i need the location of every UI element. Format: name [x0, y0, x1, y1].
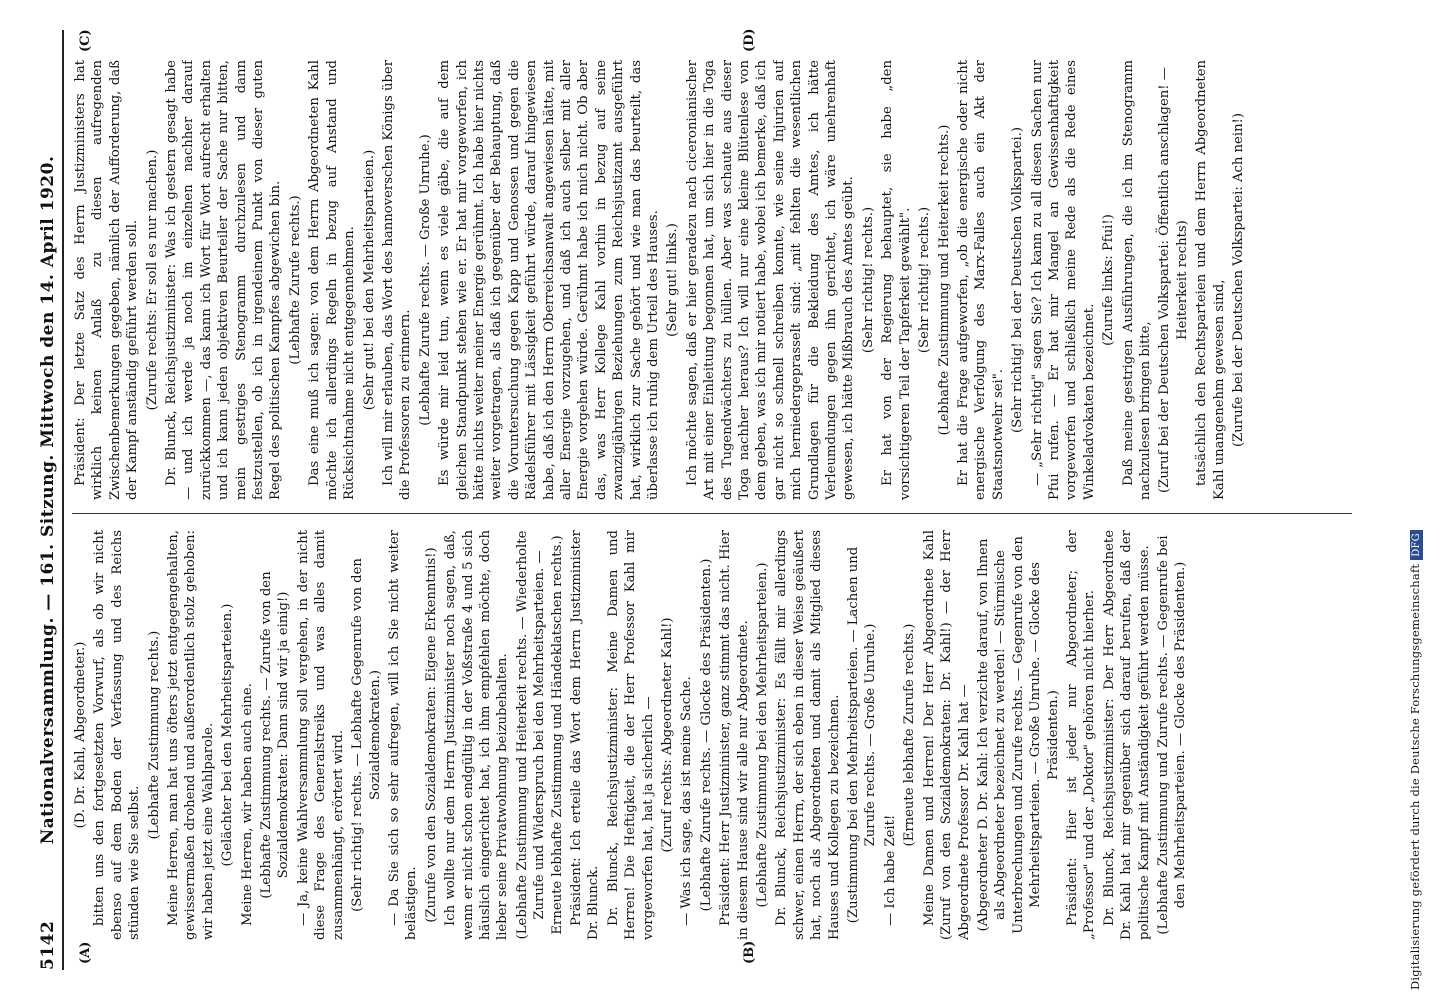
- right-paragraph: (Sehr richtig! rechts.): [917, 206, 933, 354]
- margin-letter-d: (D): [742, 28, 757, 52]
- right-paragraph: Es würde mir leid tun, wenn es viele gäbe, die auf dem gleichen Standpunkt stehen wie er. Er hat mir vorgeworfen, ich hätte nichts weiter meiner Energie gerühmt. Ich habe hier nichts weiter vorgetragen, als daß ich gegenüber der Behauptung, daß die Voruntersuchung gegen Kapp und Genossen und gegen die Rädelsführer mit Lässigkeit geführt würde, darauf hingewiesen habe, daß ich den Herrn Oberreichsanwalt angewiesen hätte, mit aller Energie vorzugehen, und daß ich auch selber mit aller Energie vorgehen würde. Gerühmt habe ich mich nicht. Ob aber das, was Herr Kollege Kahl vorhin in bezug auf seine zwanzigjährigen Beziehungen zum Reichsjustizamt ausgeführt hat, wirklich zur Sache gehört und wie man das beurteilt, das überlasse ich ruhig dem Urteil des Hauses.: [437, 60, 661, 500]
- left-paragraph: bitten uns den fortgesetzten Vorwurf, als ob wir nicht ebenso auf dem Boden der Verfassung und des Reichs stünden wie Sie selbst.: [92, 530, 143, 940]
- left-paragraph: — Ich habe Zeit!: [882, 814, 898, 926]
- margin-letter-a: (A): [78, 941, 93, 964]
- left-paragraph: Präsident: Herr Justizminister, ganz stimmt das nicht. Hier in diesem Hause sind wir alle nur Abgeordnete.: [718, 530, 751, 940]
- left-paragraph: — Da Sie sich so sehr aufregen, will ich Sie nicht weiter belästigen.: [386, 530, 420, 940]
- right-paragraph: (Zurufe bei der Deutschen Volkspartei: Ach nein!): [1231, 112, 1246, 448]
- left-paragraph: Dr. Blunck, Reichsjustizminister: Es fällt mir allerdings schwer, einen Herrn, der sich eben in dieser Weise geäußert hat, noch als Abgeordneten und damit als Mitglied dieses Hauses und Kollegen zu bezeichnen.: [774, 530, 842, 940]
- left-paragraph: — Was ich sage, das ist meine Sache.: [679, 676, 695, 926]
- left-paragraph: Präsident: Hier ist jeder nur Abgeordneter; der „Professor" und der „Doktor" gehören nicht hierher.: [1064, 530, 1098, 940]
- right-paragraph: — „Sehr richtig" sagen Sie? Ich kann zu all diesen Sachen nur Pfui rufen. — Er hat mir Mangel an Gewissenhaftigkeit vorgeworfen und schließlich meine Rede als die Rede eines Winkeladvokaten bezeichnet.: [1029, 60, 1097, 500]
- left-paragraph: (Lebhafte Zustimmung rechts.): [146, 630, 162, 840]
- right-paragraph: (Sehr richtig! rechts.): [860, 206, 876, 354]
- right-paragraph: (Sehr gut! links.): [665, 223, 681, 337]
- right-paragraph: (Lebhafte Zustimmung und Heiterkeit rechts.): [936, 124, 952, 436]
- right-paragraph: (Zurufe links: Pfui!): [1101, 214, 1117, 346]
- margin-letter-b: (B): [742, 940, 757, 964]
- left-paragraph: (Lebhafte Zustimmung und Heiterkeit rechts. — Wiederholte Zurufe und Widerspruch bei den Mehrheitsparteien. — Erneute lebhafte Zustimmung und Händeklatschen rechts.): [514, 530, 565, 940]
- left-paragraph: (Lebhafte Zustimmung und Zurufe rechts. — Gegenrufe bei den Mehrheitsparteien. — Glocke des Präsidenten.): [1155, 535, 1189, 935]
- column-right: [72, 60, 1362, 500]
- right-paragraph: Ich will mir erlauben, das Wort des hannoverschen Königs über die Professoren zu erinnern.: [380, 60, 414, 500]
- page-header: [38, 30, 60, 970]
- left-paragraph: Meine Damen und Herren! Der Herr Abgeordnete Kahl (Zuruf von den Sozialdemokraten: Dr. Kahl!) — der Herr Abgeordnete Professor Dr. Kahl hat —: [921, 530, 972, 940]
- right-paragraph: (Zuruf bei der Deutschen Volkspartei: Öffentlich anschlagen! — Heiterkeit rechts): [1157, 67, 1190, 493]
- right-paragraph: Ich möchte sagen, daß er hier geradezu nach ciceronianischer Art mit einer Einleitung begonnen hat, um sich hier in die Toga des Tugendwächters zu hüllen. Aber was schaute aus dieser Toga nachher heraus? Ich will nur eine kleine Blütenlese von dem geben, was ich mir notiert habe, wobei ich bemerke, daß ich gar nicht so schnell schreiben konnte, wie seine Injurien auf mich herniedergeprasselt sind: „mit fehlten die wesentlichen Grundlagen für die Bekleidung des Amtes, ich hätte Verleumdungen gegen ihn gerichtet, ich wäre unehrenhaft gewesen, ich hätte Mißbrauch des Amtes geübt.: [684, 60, 857, 500]
- right-paragraph: Er hat die Frage aufgeworfen, „ob die energische oder nicht energische Verfolgung des Marx-Falles auch ein Akt der Staatsnotwehr sei".: [955, 60, 1006, 500]
- right-paragraph: (Lebhafte Zurufe rechts. — Große Unruhe.): [417, 134, 433, 426]
- left-paragraph: Dr. Blunck, Reichsjustizminister: Der Herr Abgeordnete Dr. Kahl hat mir gegenüber sich darauf berufen, daß der politische Kampf mit Anständigkeit geführt werden müsse.: [1101, 530, 1152, 940]
- right-paragraph: Das eine muß ich sagen: von dem Herrn Abgeordneten Kahl möchte ich allerdings Regeln in bezug auf Anstand und Rücksichtnahme nicht entgegennehmen.: [307, 60, 358, 500]
- left-paragraph: Präsident: Ich erteile das Wort dem Herrn Justizminister Dr. Blunck.: [568, 530, 602, 940]
- page-number: 5142: [38, 920, 58, 970]
- digitization-note-text: Digitalisierung gefördert durch die Deutsche Forschungsgemeinschaft: [1408, 563, 1422, 990]
- right-paragraph: Präsident: Der letzte Satz des Herrn Justizministers hat wirklich keinen Anlaß zu diesen aufregenden Zwischenbemerkungen gegeben, nämlich der Aufforderung, daß der Kampf anständig geführt werden soll.: [73, 60, 141, 500]
- page-title: Nationalversammlung. — 161. Sitzung. Mittwoch den 14. April 1920.: [38, 155, 58, 845]
- left-paragraph: (Zuruf rechts: Abgeordneter Kahl!): [660, 617, 675, 853]
- left-paragraph: (Sehr richtig! rechts. — Lebhafte Gegenrufe von den Sozialdemokraten.): [350, 558, 383, 912]
- left-paragraph: Ich wollte nur dem Herrn Justizminister noch sagen, daß, wenn er nicht schon endgültig in der Voßstraße 4 und 5 sich häuslich eingerichtet hat, ich ihm empfehlen möchte, doch lieber seine Privatwohnung beizubehalten.: [443, 530, 511, 940]
- left-paragraph: (Abgeordneter D. Dr. Kahl: Ich verzichte darauf, von Ihnen als Abgeordneter bezeichnet zu werden! — Stürmische Unterbrechungen und Zurufe rechts. — Gegenrufe von den Mehrheitsparteien. — Große Unruhe. — Glocke des Präsidenten.): [975, 536, 1061, 934]
- column-divider: [72, 513, 1352, 514]
- left-paragraph: (D. Dr. Kahl, Abgeordneter.): [73, 641, 88, 829]
- right-paragraph: (Lebhafte Zurufe rechts.): [287, 195, 303, 365]
- left-paragraph: (Erneute lebhafte Zurufe rechts.): [902, 623, 918, 847]
- left-paragraph: Dr. Blunck, Reichsjustizminister: Meine Damen und Herren! Die Heftigkeit, die der Herr Professor Kahl mir vorgeworfen hat, hat ja sicherlich —: [605, 530, 656, 940]
- digitization-note: [1408, 530, 1423, 990]
- left-paragraph: (Lebhafte Zustimmung bei den Mehrheitsparteien.): [755, 562, 771, 908]
- left-paragraph: (Lebhafte Zurufe rechts. — Glocke des Präsidenten.): [698, 558, 714, 912]
- left-paragraph: Meine Herren, wir haben auch eine.: [239, 683, 255, 926]
- left-paragraph: (Zurufe von den Sozialdemokraten: Eigene Erkenntnis!): [423, 547, 439, 923]
- right-paragraph: (Sehr gut! bei den Mehrheitsparteien.): [361, 149, 377, 411]
- left-paragraph: (Zustimmung bei den Mehrheitsparteien. — Lachen und Zurufe rechts. — Große Unruhe.): [846, 546, 879, 924]
- left-paragraph: Meine Herren, man hat uns öfters jetzt entgegengehalten, gewissermaßen drohend und außerordentlich stolz gehoben: wir haben jetzt eine Wahlparole.: [166, 530, 216, 940]
- right-paragraph: Dr. Blunck, Reichsjustizminister: Was ich gestern gesagt habe — und ich werde ja noch im einzelnen nachher darauf zurückkommen —, das kann ich Wort für Wort aufrecht erhalten und ich kann jeden objektiven Beurteiler der Sache nur bitten, mein gestriges Stenogramm durchzulesen und dann festzustellen, ob ich in irgendeinem Punkt von dieser guten Regel des politischen Kampfes abgewichen bin.: [164, 60, 284, 500]
- column-left: [72, 530, 1362, 940]
- dfg-badge: DFG: [1410, 530, 1423, 560]
- header-rule: [62, 30, 64, 970]
- left-paragraph: (Lebhafte Zustimmung rechts. — Zurufe von den Sozialdemokraten: Dann sind wir ja einig!): [259, 571, 292, 899]
- margin-letter-c: (C): [78, 29, 93, 52]
- left-paragraph: (Gelächter bei den Mehrheitsparteien.): [220, 603, 236, 867]
- right-paragraph: Er hat von der Regierung behauptet, sie habe „den vorsichtigeren Teil der Tapferkeit gewählt".: [880, 60, 913, 500]
- right-paragraph: tatsächlich den Rechtsparteien und dem Herrn Abgeordneten Kahl unangenehm gewesen sind,: [1194, 60, 1227, 500]
- right-paragraph: Daß meine gestrigen Ausführungen, die ich im Stenogramm nachzulesen bringen bitte,: [1120, 60, 1153, 500]
- left-paragraph: — Ja, keine Wahlversammlung soll vergehen, in der nicht diese Frage des Generalstreiks und was alles damit zusammenhängt, erörtert wird.: [295, 530, 346, 940]
- right-paragraph: (Sehr richtig! bei der Deutschen Volkspartei.): [1010, 126, 1026, 434]
- right-paragraph: (Zurufe rechts: Er soll es nur machen.): [144, 149, 160, 411]
